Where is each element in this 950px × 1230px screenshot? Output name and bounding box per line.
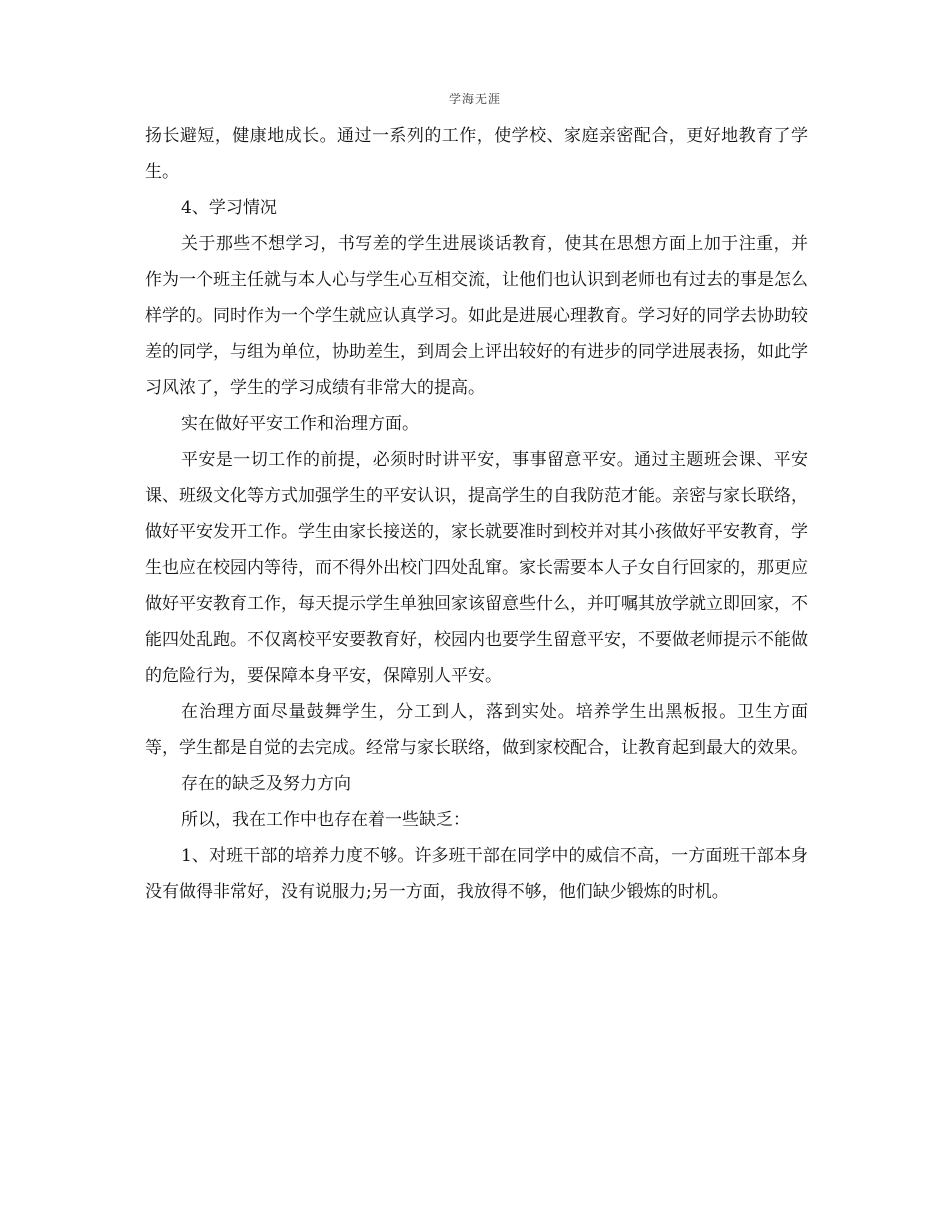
- paragraph-5: 平安是一切工作的前提，必须时时讲平安，事事留意平安。通过主题班会课、平安课、班级文化等方式加强学生的平安认识，提高学生的自我防范才能。亲密与家长联络，做好平安发开工作。学生由家长接送的，家长就要准时到校并对其小孩做好平安教育，学生也应在校园内等待，而不得外出校门四处乱窜。家长需要本人子女自行回家的，那更应做好平安教育工作，每天提示学生单独回家该留意些什么，并叮嘱其放学就立即回家，不能四处乱跑。不仅离校平安要教育好，校园内也要学生留意平安，不要做老师提示不能做的危险行为，要保障本身平安，保障别人平安。: [145, 450, 808, 686]
- paragraph-4-heading: 实在做好平安工作和治理方面。: [181, 414, 419, 434]
- paragraph-6: 在治理方面尽量鼓舞学生，分工到人，落到实处。培养学生出黑板报。卫生方面等，学生都是自觉的去完成。经常与家长联络，做到家校配合，让教育起到最大的效果。: [145, 702, 808, 758]
- document-body: [145, 118, 808, 910]
- paragraph-8: 所以，我在工作中也存在着一些缺乏：: [181, 810, 470, 830]
- paragraph-3: 关于那些不想学习，书写差的学生进展谈话教育，使其在思想方面上加于注重，并作为一个班主任就与本人心与学生心互相交流，让他们也认识到老师也有过去的事是怎么样学的。同时作为一个学生就应认真学习。如此是进展心理教育。学习好的同学去协助较差的同学，与组为单位，协助差生，到周会上评出较好的有进步的同学进展表扬，如此学习风浓了，学生的学习成绩有非常大的提高。: [145, 234, 808, 398]
- paragraph-2-heading: 4、学习情况: [181, 198, 277, 218]
- paragraph-9: 1、对班干部的培养力度不够。许多班干部在同学中的威信不高，一方面班干部本身没有做得非常好，没有说服力;另一方面，我放得不够，他们缺少锻炼的时机。: [145, 846, 808, 902]
- paragraph-7-heading: 存在的缺乏及努力方向: [181, 774, 351, 794]
- paragraph-1: 扬长避短，健康地成长。通过一系列的工作，使学校、家庭亲密配合，更好地教育了学生。: [145, 126, 808, 182]
- page-header: 学海无涯: [448, 92, 501, 106]
